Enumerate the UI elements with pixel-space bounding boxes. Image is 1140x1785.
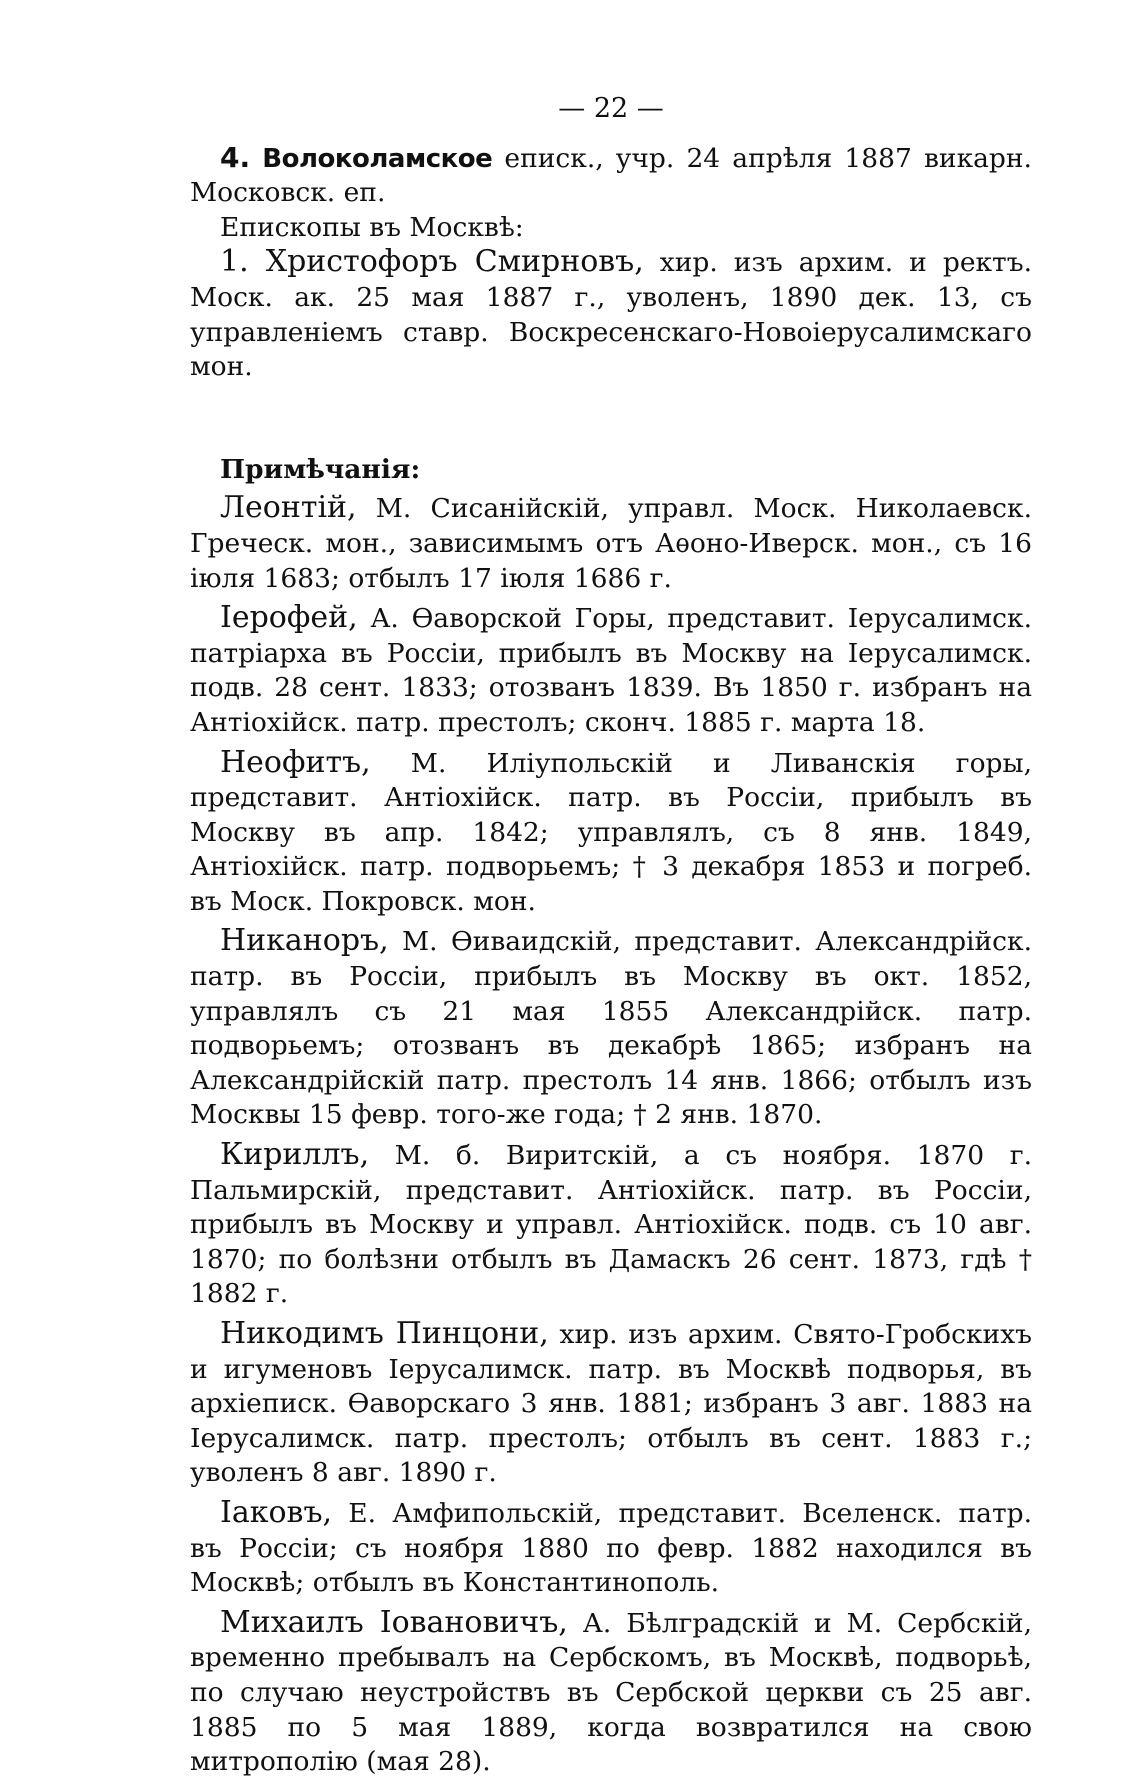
bishop-entry (190, 245, 1032, 384)
section-title: Волоколамское (262, 143, 493, 174)
entry-name: Неофитъ, (220, 744, 371, 780)
entry-text: М. Ѳиваидскій, представит. Александрійск. патр. въ Россіи, прибылъ въ Москву въ окт. 1852, управлялъ съ 21 мая 1855 Александрійск. патр. подворьемъ; отозванъ въ декабрѣ 1865; избранъ на Александрійскій патр. престолъ 14 янв. 1866; отбылъ изъ Москвы 15 февр. того-же года; † 2 янв. 1870. (190, 926, 1032, 1131)
entry-name: Никодимъ Пинцони, (220, 1316, 549, 1351)
note-entry (190, 1496, 1032, 1601)
notes-section (190, 453, 1032, 1780)
note-entry (190, 1138, 1032, 1312)
entry-name: Іерофей, (220, 600, 358, 636)
entry-text: М. Сисанійскій, управл. Моск. Николаевск. Греческ. мон., зависимымъ отъ Аѳоно-Иверск. мон., съ 16 іюля 1683; отбылъ 17 іюля 1686 г. (190, 493, 1032, 594)
section-number: 4. (220, 140, 251, 174)
entry-text: хир. изъ архим. и ректъ. Моск. ак. 25 мая 1887 г., уволенъ, 1890 дек. 13, съ управленіемъ ставр. Воскресенскаго-Новоіерусалимскаго мон. (190, 247, 1033, 383)
entry-text: А. Ѳаворской Горы, представит. Іерусалимск. патріарха въ Россіи, прибылъ въ Москву на Іерусалимск. подв. 28 сент. 1833; отозванъ 1839. Въ 1850 г. избранъ на Антіохійск. патр. престолъ; сконч. 1885 г. марта 18. (190, 603, 1032, 738)
note-entry (190, 601, 1032, 740)
bishops-heading: Епископы въ Москвѣ: (220, 211, 524, 243)
section-heading (190, 141, 1032, 211)
entry-text: М. Иліупольскій и Ливанскія горы, представит. Антіохійск. патр. въ Россіи, прибылъ въ Москву въ апр. 1842; управлялъ, съ 8 янв. 1849, Антіохійск. патр. подворьемъ; † 3 декабря 1853 и погреб. въ Моск. Покровск. мон. (190, 747, 1032, 917)
entry-text: М. б. Виритскій, а съ ноября. 1870 г. Пальмирскій, представит. Антіохійск. патр. въ Россіи, прибылъ въ Москву и управл. Антіохійск. подв. съ 10 авг. 1870; по болѣзни отбылъ въ Дамаскъ 26 сент. 1873, гдѣ † 1882 г. (190, 1140, 1032, 1310)
entry-name: Леонтій, (220, 490, 357, 526)
page-number: — 22 — (558, 93, 664, 124)
note-entry (190, 1606, 1032, 1780)
note-entry (190, 924, 1032, 1133)
note-entry (190, 746, 1032, 920)
book-page (190, 92, 1032, 1785)
entry-name: Никаноръ, (220, 923, 389, 959)
spacer (190, 385, 1032, 453)
entry-name: Іаковъ, (220, 1494, 333, 1530)
entry-text: хир. изъ архим. Свято-Гробскихъ и игуменовъ Іерусалимск. патр. въ Москвѣ подворья, въ архіеписк. Ѳаворскаго 3 янв. 1881; избранъ 3 авг. 1883 на Іерусалимск. патр. престолъ; отбылъ въ сент. 1883 г.; уволенъ 8 авг. 1890 г. (190, 1319, 1032, 1489)
entry-name: 1. Христофоръ Смирновъ, (220, 244, 644, 280)
section-description: еписк., учр. 24 апрѣля 1887 викарн. Московск. еп. (190, 142, 1032, 209)
note-entry (190, 491, 1032, 596)
notes-heading: Примѣчанія: (220, 453, 421, 485)
note-entry (190, 1317, 1032, 1491)
entry-name: Кириллъ, (220, 1137, 370, 1173)
entry-text: Е. Амфипольскій, представит. Вселенск. патр. въ Россіи; съ ноября 1880 по февр. 1882 находился въ Москвѣ; отбылъ въ Константинополь. (190, 1497, 1032, 1599)
entry-text: А. Бѣлградскій и М. Сербскій, временно пребывалъ на Сербскомъ, въ Москвѣ, подворьѣ, по случаю неустройствъ въ Сербской церкви съ 25 авг. 1885 по 5 мая 1889, когда возвратился на свою митрополію (мая 28). (190, 1607, 1033, 1778)
entry-name: Михаилъ Іовановичъ, (220, 1604, 568, 1640)
